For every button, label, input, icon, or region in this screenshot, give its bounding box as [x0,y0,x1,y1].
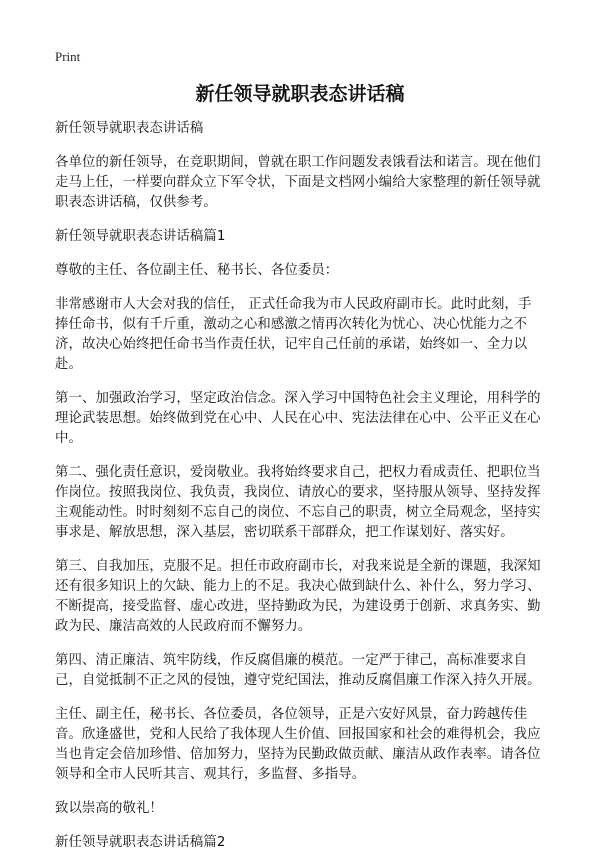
paragraph-6: 主任、副主任，秘书长、各位委员，各位领导，正是六安好风景，奋力跨越传佳音。欣逢盛世，党和人民给了我体现人生价值、回报国家和社会的难得机会，我应当也肯定会倍加珍惜、倍加努力，坚持为民勤政做贡献、廉洁从政作表率。请各位领导和全市人民听其言、观其行，多监督、多指导。 [55,707,541,782]
paragraph-1: 非常感谢市人大会对我的信任， 正式任命我为市人民政府副市长。此时此刻，手捧任命书，似有千斤重，激动之心和感激之情再次转化为忧心、决心忧能力之不济，故决心始终把任命书当作责任状，记牢自己任前的承诺，始终如一、全力以赴。 [55,297,532,372]
document-subtitle: 新任领导就职表态讲话稿 [55,121,204,136]
greeting-paragraph: 尊敬的主任、各位副主任、秘书长、各位委员： [55,263,339,278]
section-2-title: 新任领导就职表态讲话稿篇2 [55,835,226,850]
paragraph-3: 第二、强化责任意识，爱岗敬业。我将始终要求自己，把权力看成责任、把职位当作岗位。按照我岗位、我负责，我岗位、请放心的要求，坚持服从领导、坚持发挥主观能动性。时时刻刻不忘自己的岗位、不忘自己的职责，树立全局观念，坚持实事求是、解放思想，深入基层，密切联系干部群众，把工作谋划好、落实好。 [55,465,541,540]
paragraph-5: 第四、清正廉洁、筑牢防线，作反腐倡廉的模范。一定严于律己，高标准要求自己，自觉抵制不正之风的侵蚀，遵守党纪国法，推动反腐倡廉工作深入持久开展。 [55,653,541,688]
section-1-title: 新任领导就职表态讲话稿篇1 [55,229,226,244]
closing-line: 致以崇高的敬礼！ [55,801,163,816]
document-title: 新任领导就职表态讲话稿 [195,83,405,105]
intro-paragraph: 各单位的新任领导，在竞职期间，曾就在职工作问题发表饿看法和诺言。现在他们走马上任，一样要向群众立下军令状，下面是文档网小编给大家整理的新任领导就职表态讲话稿，仅供参考。 [55,155,541,210]
paragraph-4: 第三、自我加压，克服不足。担任市政府副市长，对我来说是全新的课题，我深知还有很多知识上的欠缺、能力上的不足。我决心做到缺什么、补什么，努力学习、不断提高，接受监督、虚心改进，坚持勤政为民，为建设勇于创新、求真务实、勤政为民、廉洁高效的人民政府而不懈努力。 [55,559,541,634]
print-link[interactable]: Print [55,49,81,64]
paragraph-2: 第一、加强政治学习，坚定政治信念。深入学习中国特色社会主义理论，用科学的理论武装思想。始终做到党在心中、人民在心中、宪法法律在心中、公平正义在心中。 [55,391,541,446]
